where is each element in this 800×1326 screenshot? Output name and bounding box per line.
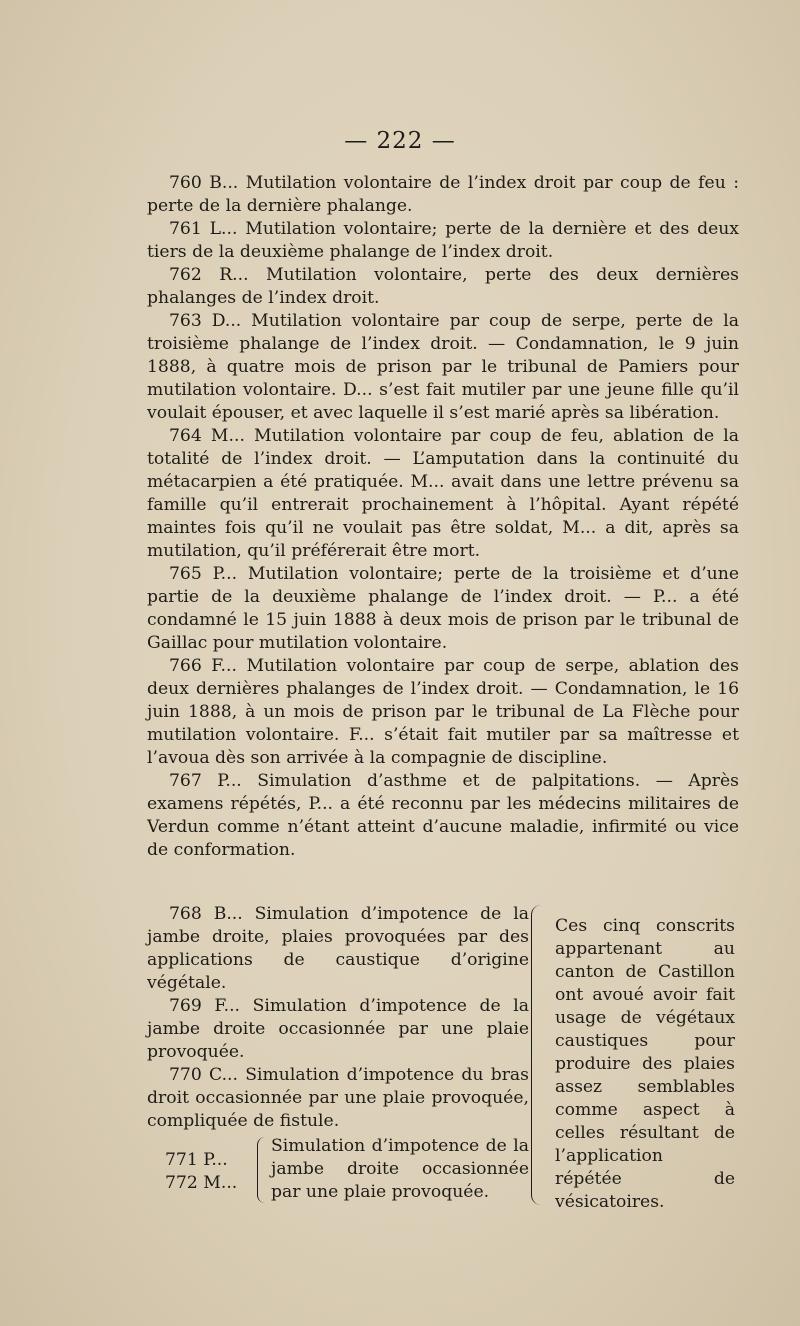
pair-numbers [165,1149,255,1195]
entry-760: 760 B... Mutilation volontaire de l’index droit par coup de feu : perte de la dernière phalange. [147,173,739,216]
entry-769: 769 F... Simulation d’impotence de la jambe droite occasionnée par une plaie provoquée. [147,996,529,1062]
entry-763: 763 D... Mutilation volontaire par coup de serpe, perte de la troisième phalange de l’index droit. — Condamnation, le 9 juin 1888, à quatre mois de prison par le tribunal de Pamiers pour mutilation volontaire. D... s’est fait mutiler par une jeune fille qu’il voulait épouser, et avec laquelle il s’est marié après sa libération. [147,311,739,423]
side-note: Ces cinq conscrits appartenant au canton de Castillon ont avoué avoir fait usage de végétaux caustiques pour produire des plaies assez semblables comme aspect à celles résultant de l’application répétée de vésicatoires. [555,916,735,1212]
entry-770: 770 C... Simulation d’impotence du bras droit occasionnée par une plaie provoquée, compliquée de fistule. [147,1065,529,1131]
entry-766: 766 F... Mutilation volontaire par coup de serpe, ablation des deux dernières phalanges de l’index droit. — Condamnation, le 16 juin 1888, à un mois de prison par le tribunal de La Flèche pour mutilation volontaire. F... s’était fait mutiler par sa maîtresse et l’avoua dès son arrivée à la compagnie de discipline. [147,656,739,768]
entry-number-771: 771 P... [165,1150,228,1170]
group-brace [531,905,544,1205]
entry-771-772 [147,1135,529,1205]
entry-767: 767 P... Simulation d’asthme et de palpitations. — Après examens répétés, P... a été reconnu par les médecins militaires de Verdun comme n’étant atteint d’aucune maladie, infirmité ou vice de conformation. [147,771,739,860]
pair-text: Simulation d’impotence de la jambe droite occasionnée par une plaie provoquée. [271,1136,529,1202]
entry-762: 762 R... Mutilation volontaire, perte des deux dernières phalanges de l’index droit. [147,265,739,308]
entry-761: 761 L... Mutilation volontaire; perte de la dernière et des deux tiers de la deuxième phalange de l’index droit. [147,219,739,262]
left-brace [257,1137,268,1203]
entry-768: 768 B... Simulation d’impotence de la jambe droite, plaies provoquées par des applications de caustique d’origine végétale. [147,904,529,993]
entry-764: 764 M... Mutilation volontaire par coup de feu, ablation de la totalité de l’index droit. — L’amputation dans la continuité du métacarpien a été pratiquée. M... avait dans une lettre prévenu sa famille qu’il entrerait prochainement à l’hôpital. Ayant répété maintes fois qu’il ne voulait pas être soldat, M... a dit, après sa mutilation, qu’il préférerait être mort. [147,426,739,561]
entry-765: 765 P... Mutilation volontaire; perte de la troisième et d’une partie de la deuxième phalange de l’index droit. — P... a été condamné le 15 juin 1888 à deux mois de prison par le tribunal de Gaillac pour mutilation volontaire. [147,564,739,653]
page-number: — 222 — [344,128,456,154]
main-text [147,172,739,862]
entry-number-772: 772 M... [165,1173,238,1193]
grouped-entries [147,903,529,1205]
